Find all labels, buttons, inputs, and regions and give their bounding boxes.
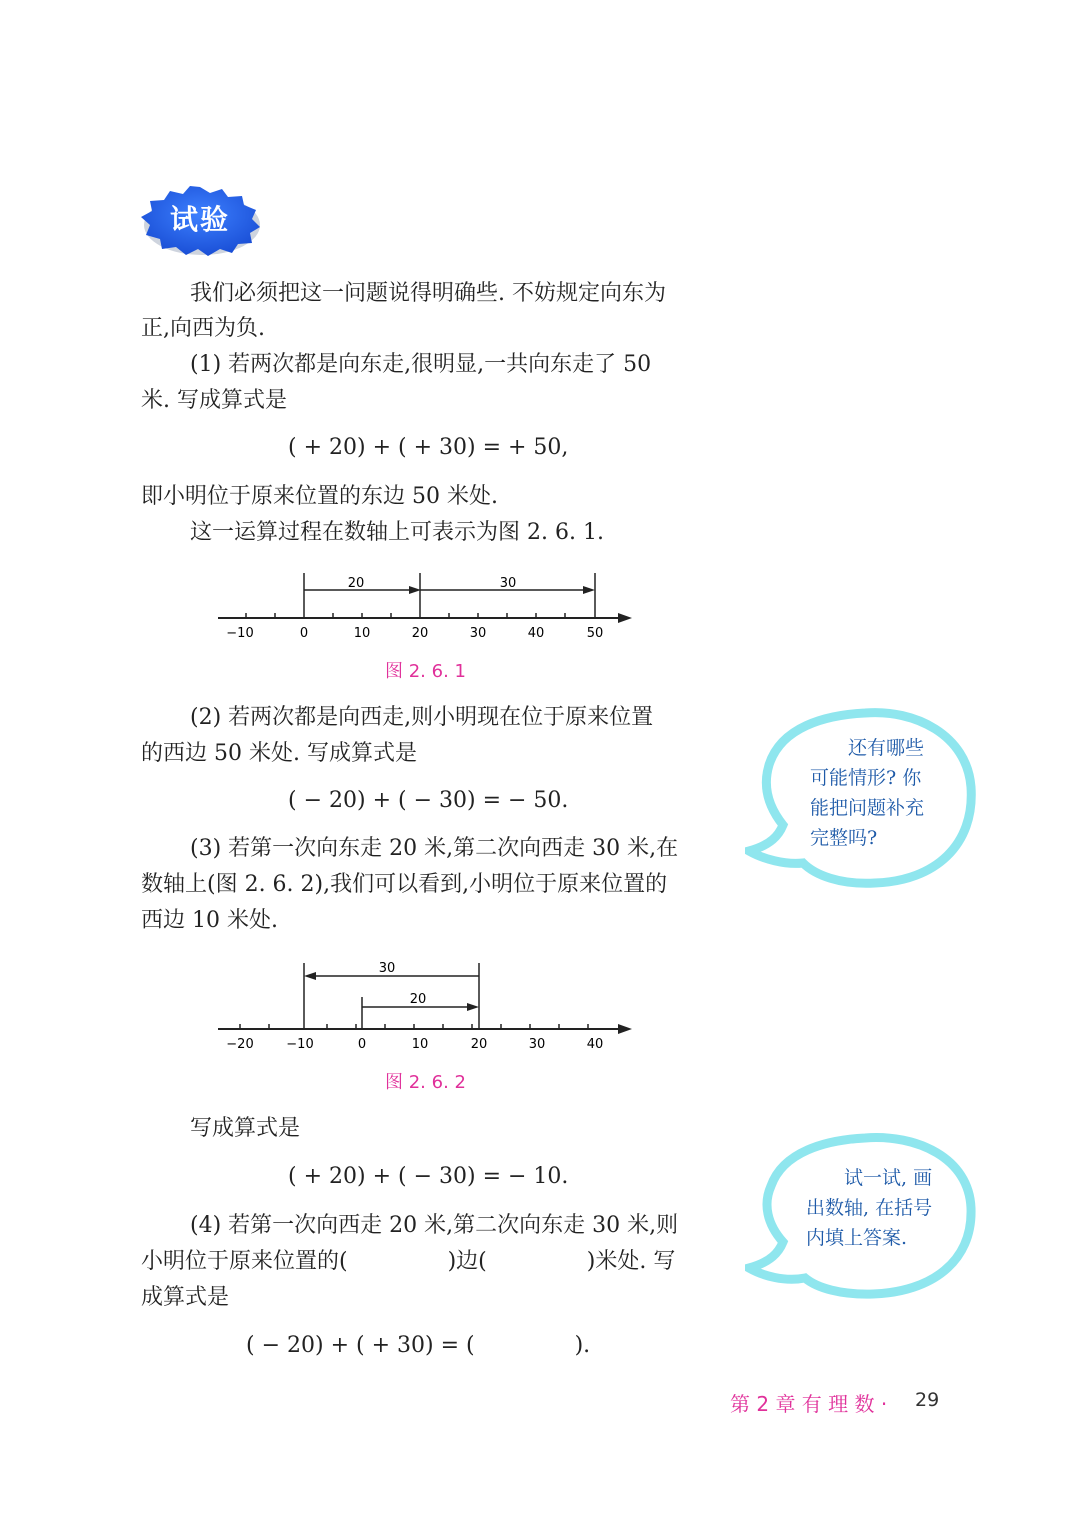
bubble-line: 出数轴, 在括号	[806, 1197, 933, 1219]
text-fragment: ).	[574, 1333, 591, 1358]
number-line-figure-2	[210, 955, 640, 1055]
tick-label: −20	[226, 1037, 254, 1052]
paragraph-line: 即小明位于原来位置的东边 50 米处.	[141, 484, 498, 509]
paragraph-line: (3) 若第一次向东走 20 米,第二次向西走 30 米,在	[190, 836, 679, 861]
tick-label: 10	[353, 626, 371, 641]
tick-label: 30	[469, 626, 487, 641]
arrow-label: 30	[499, 576, 517, 591]
text-fragment: 小明位于原来位置的(	[141, 1249, 348, 1274]
tick-label: 0	[299, 626, 309, 641]
bubble-line: 完整吗?	[810, 827, 878, 849]
page-number: 29	[915, 1389, 940, 1411]
tick-label: 30	[528, 1037, 546, 1052]
equation: ( + 20) + ( + 30) = + 50,	[288, 435, 569, 460]
section-badge	[138, 183, 262, 259]
paragraph-line: (4) 若第一次向西走 20 米,第二次向东走 30 米,则	[190, 1213, 679, 1238]
tick-label: −10	[286, 1037, 314, 1052]
paragraph-line: 我们必须把这一问题说得明确些. 不妨规定向东为	[190, 281, 666, 306]
tick-label: −10	[226, 626, 254, 641]
bubble-line: 可能情形? 你	[810, 767, 922, 789]
paragraph-line: 成算式是	[141, 1285, 230, 1310]
paragraph-line	[141, 1247, 675, 1277]
tick-label: 20	[411, 626, 429, 641]
paragraph-line: 写成算式是	[190, 1116, 301, 1141]
equation	[246, 1333, 590, 1358]
tick-label: 50	[586, 626, 604, 641]
arrow-label: 30	[378, 961, 396, 976]
tick-label: 10	[411, 1037, 429, 1052]
paragraph-line: 西边 10 米处.	[141, 908, 278, 933]
equation: ( − 20) + ( − 30) = − 50.	[288, 788, 569, 813]
figure-caption: 图 2. 6. 2	[385, 1072, 466, 1093]
arrow-label: 20	[409, 992, 427, 1007]
bubble-line: 还有哪些	[848, 737, 925, 759]
bubble-line: 能把问题补充	[810, 797, 925, 819]
axis-arrowhead-icon	[618, 1024, 632, 1034]
bubble-line: 试一试, 画	[844, 1167, 933, 1189]
figure-caption: 图 2. 6. 1	[385, 661, 466, 682]
number-line-figure-1	[210, 565, 640, 645]
text-fragment: )边(	[447, 1249, 487, 1274]
paragraph-line: 数轴上(图 2. 6. 2),我们可以看到,小明位于原来位置的	[141, 872, 668, 897]
paragraph-line: 的西边 50 米处. 写成算式是	[141, 741, 417, 766]
paragraph-line: (1) 若两次都是向东走,很明显,一共向东走了 50	[190, 352, 652, 377]
tick-label: 0	[357, 1037, 367, 1052]
paragraph-line: 这一运算过程在数轴上可表示为图 2. 6. 1.	[190, 520, 604, 545]
tick-label: 20	[470, 1037, 488, 1052]
bubble-line: 内填上答案.	[806, 1227, 908, 1249]
paragraph-line: (2) 若两次都是向西走,则小明现在位于原来位置	[190, 705, 654, 730]
equation: ( + 20) + ( − 30) = − 10.	[288, 1164, 569, 1189]
tick-label: 40	[586, 1037, 604, 1052]
footer-chapter: 第 2 章 有 理 数 ·	[730, 1392, 888, 1416]
text-fragment: )米处. 写	[586, 1249, 676, 1274]
axis-arrowhead-icon	[618, 613, 632, 623]
paragraph-line: 正,向西为负.	[141, 316, 265, 341]
text-fragment: ( − 20) + ( + 30) = (	[246, 1333, 475, 1358]
section-badge-label: 试验	[169, 203, 230, 236]
arrow-label: 20	[347, 576, 365, 591]
tick-label: 40	[527, 626, 545, 641]
paragraph-line: 米. 写成算式是	[141, 388, 287, 413]
